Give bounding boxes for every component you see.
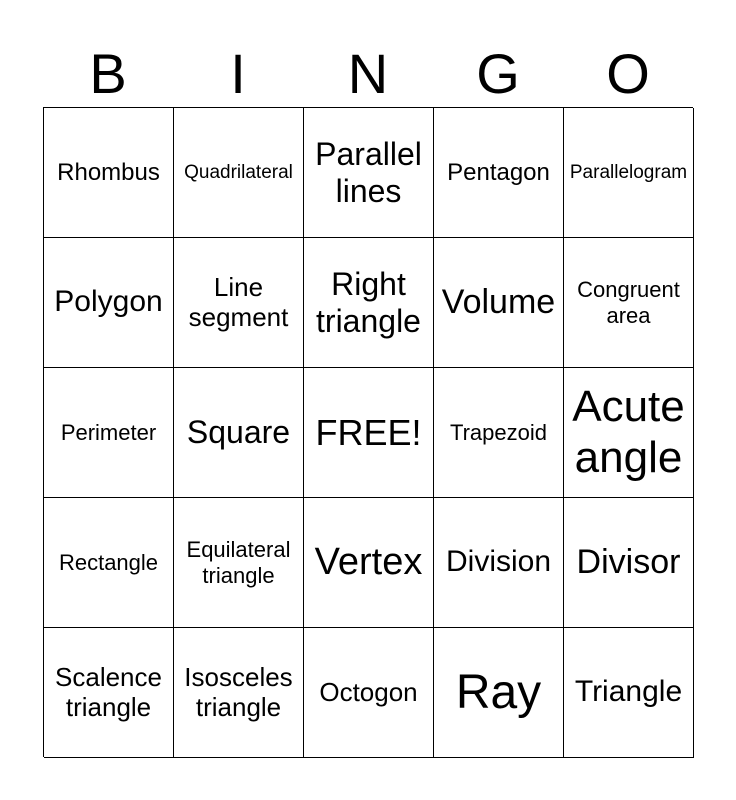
bingo-cell[interactable]: Congruent area (564, 238, 694, 368)
bingo-cell[interactable]: Rhombus (44, 108, 174, 238)
bingo-cell[interactable]: Parallel lines (304, 108, 434, 238)
bingo-cell[interactable]: Volume (434, 238, 564, 368)
bingo-board (43, 107, 693, 757)
bingo-cell[interactable]: Pentagon (434, 108, 564, 238)
bingo-cell[interactable]: Parallelogram (564, 108, 694, 238)
bingo-cell[interactable]: Trapezoid (434, 368, 564, 498)
bingo-cell[interactable]: Division (434, 498, 564, 628)
header-letter-g: G (476, 42, 520, 105)
bingo-header (43, 40, 693, 108)
bingo-cell[interactable]: Equilateral triangle (174, 498, 304, 628)
bingo-cell[interactable]: Scalence triangle (44, 628, 174, 758)
bingo-cell[interactable]: Vertex (304, 498, 434, 628)
bingo-cell[interactable]: Line segment (174, 238, 304, 368)
bingo-cell[interactable]: Square (174, 368, 304, 498)
bingo-cell[interactable]: Perimeter (44, 368, 174, 498)
bingo-cell[interactable]: Isosceles triangle (174, 628, 304, 758)
free-space[interactable]: FREE! (304, 368, 434, 498)
bingo-cell[interactable]: Divisor (564, 498, 694, 628)
bingo-cell[interactable]: Right triangle (304, 238, 434, 368)
header-letter-n: N (347, 42, 389, 105)
bingo-cell[interactable]: Octogon (304, 628, 434, 758)
bingo-cell[interactable]: Rectangle (44, 498, 174, 628)
header-letter-b: B (89, 42, 127, 105)
header-letter-o: O (606, 42, 650, 105)
bingo-cell[interactable]: Acute angle (564, 368, 694, 498)
bingo-cell[interactable]: Ray (434, 628, 564, 758)
header-letter-i: I (230, 42, 246, 105)
bingo-cell[interactable]: Triangle (564, 628, 694, 758)
bingo-cell[interactable]: Polygon (44, 238, 174, 368)
bingo-cell[interactable]: Quadrilateral (174, 108, 304, 238)
